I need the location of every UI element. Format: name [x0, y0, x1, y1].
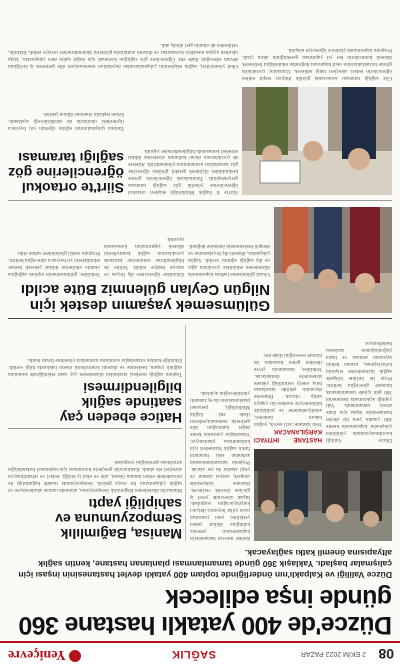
side-top-headline: Manisa, Bağımlılık Sempozyumuna ev sahipliği yaptı: [55, 496, 182, 542]
bottom-column-3: Göz sağlığı taraması sonucunda gözlük ihtiyacı tespit edilen öğrencilerin tedavi süreçleri takip edilecek. Uzmanlar, çocuklarda görme bozukluklarının okul başarısını doğrudan etkilediğini belirterek düzenli kontrollerin her yıl yapılması gerektiğinin altını çizdi. Program kapsamında yüzlerce öğrenciye ulaşıldı.: [242, 47, 392, 81]
logo-text: Yeniçevre: [8, 647, 67, 662]
bottom-headline: Siirt'te ortaokul öğrencilerine göz sağlığı taraması: [8, 150, 124, 196]
side-middle-text: Toplum sağlığı merkezi tarafından düzenlenen çay saati etkinliğinde kadınlara sağlıklı yaşam, beslenme ve düzenli kontrollerin önemi hakkında bilgi verildi. Etkinliğe katılan vatandaşlar sorularını uzmanlara yöneltme fırsatı buldu.: [8, 357, 182, 377]
bottom-column-4: Okul yöneticileri, sağlık ekiplerinin çalışmalarından duydukları memnuniyeti dile getirerek iş birliğinin devam edeceğini ifade etti. Öğrencilere göz sağlığını korumak için doğal ışıkta ders çalışmaları, kitap okurken uygun mesafeyi korumaları ve düzenli aralıklarla gözlerini dinlendirmeleri tavsiye edildi. Etkinlik, velilerden de olumlu geri dönüş aldı.: [8, 42, 238, 69]
bottom-column-2: Tarama çalışmalarının eğitim öğretim yılı boyunca ilçelerdeki okullarda da sürdürüleceği açıklandı. Erken teşhisin önemine dikkat çekildi.: [8, 111, 124, 131]
section-divider: [8, 318, 392, 319]
bottom-photo-image: [242, 87, 392, 195]
newspaper-logo: [8, 646, 81, 662]
bottom-column-1: Siirt'te İl Sağlık Müdürlüğü ekipleri ortaokul öğrencilerine yönelik göz sağlığı taraması gerçekleştirdi. Taramalarda öğrencilerin görme keskinlikleri ölçülerek gerekli görülen öğrenciler göz hastalıkları uzmanlarına yönlendirildi. Ailelere de çocuklarının ekran kullanım sürelerine dikkat etmeleri konusunda bilgilendirmeler yapıldı.: [128, 147, 238, 195]
side-top-text: Manisa'da düzenlenen Bağımlılık Sempozyumu, alanında uzman akademisyen ve sağlık çalışanlarını bir araya getirdi. Sempozyumda madde bağımlılığı ile mücadelede erken tanının önemi, aile ve okul iş birliği, tedavi ve rehabilitasyon süreçleri ele alındı. Katılımcılar gençlerin korunması için toplumsal farkındalığın artırılması gerektiğini vurguladı.: [8, 459, 182, 493]
feature-divider: [8, 200, 392, 201]
feature-column-2: Etkinlikte öğrencilere diş fırçası ve macun hediye edildi. Veliler de bilgilendirme seminerine katılarak çocuklarının sağlık kontrollerini düzenli yaptırmaları konusunda uyarıldı.: [104, 236, 184, 277]
side-divider: [8, 428, 182, 429]
main-column-1: Düzce Valiliği koordinasyonunda yürütülen çalışmalar kapsamında kentte 400 yataklı yeni bir devlet hastanesinin inşası için ihale süreci tamamlandı. Vali yaptığı açıklamada hastanenin 360 gün içinde tamamlanarak hizmete gireceğini belirtti. Proje ile birlikte bölgede sağlık hizmetlerine erişimin kolaylaşması, uzman hekim sayısının artması ve hasta yoğunluğunun azalması hedefleniyor.: [326, 340, 392, 443]
masthead: [0, 641, 400, 665]
side-middle-headline: Hatice ebeden çay saatinde sağlık bilgilendirmesi: [59, 380, 182, 426]
logo-mark-icon: [69, 650, 81, 662]
section-title: SAĞLIK: [171, 648, 216, 660]
feature-column-1: Ulusal gülümseme haftası kapsamında düzenlenen etkinlikte çocuklara ağız ve diş sağlığı eğitimi verildi. Sağlık çalışanları, düzenli diş fırçalamanın ve dengeli beslenmenin önemine değindi.: [188, 243, 270, 277]
column-divider: [185, 325, 186, 541]
top-photo-image: [254, 449, 392, 541]
main-column-3: Kentte mevcut hastanelerin kapasitesinin yetersiz kaldığına dikkat çeken yetkililer, yeni yatırımın uzun yıllar boyunca ihtiyacı karşılayacağını vurguladı. İnşaat sürecinde yerel iş gücüne öncelik verilecek. Hastane bahçesinde otopark, sosyal alanlar ve yeşil alanlar da yer alacak. Projenin tamamlanmasının ardından eski binaların farklı sağlık hizmetleri için kullanılması planlanıyor. Vatandaşlar yatırımın kente değer katacağını dile getirerek memnuniyetlerini ifade etti. Sağlık Müdürlüğü, personel planlamasının da eş zamanlı yürütüleceğini açıkladı.: [190, 389, 250, 541]
main-headline: Düzce'de 400 yataklı hastane 360 günde inşa edilecek: [18, 584, 392, 639]
top-photo: [254, 449, 392, 541]
page-number: 08: [378, 646, 394, 662]
issue-date: 2 EKİM 2022 PAZAR: [300, 650, 366, 657]
feature-photo-left-image: [274, 207, 392, 313]
main-subhead: HASTANE İHTİYACI KARŞILANACAK: [254, 428, 322, 442]
feature-column-3: Yetkililer, gülümsemenin toplum sağlığına olumlu etkilerine dikkat çekerek benzer etkinliklerin yıl boyunca süreceğini belirtti. Program renkli görüntülere sahne oldu.: [8, 250, 100, 277]
bottom-photo: [242, 87, 392, 195]
main-column-2: HASTANE İHTİYACI KARŞILANACAK Yeni hastane; acil servis, yoğun bakım üniteleri, ameliyathaneler ve poliklinik bölümleriyle modern bir yapıya sahip olacak. Depreme dayanıklı şekilde tasarlanan bina, enerji verimliliği yüksek sistemlerle donatılacak. Yetkililer, hastanenin çevre illerden gelen hastalara da hizmet vereceğini ifade etti.: [254, 351, 322, 442]
main-deck: Düzce Valiliği ve Kalpaklı'nın önderliğinde toplam 400 yataklı devlet hastanesinin inşası için çalışmalar başladı. Yaklaşık 360 günde tamamlanması planlanan hastane, kentin sağlık altyapısına önemli katkı sağlayacak.: [18, 548, 392, 580]
feature-headline: Gülümsemek yaşamın destek için Nilgün Ceylan gülenmiz Büte acıldı: [20, 281, 270, 314]
feature-photo-left: [274, 207, 392, 313]
